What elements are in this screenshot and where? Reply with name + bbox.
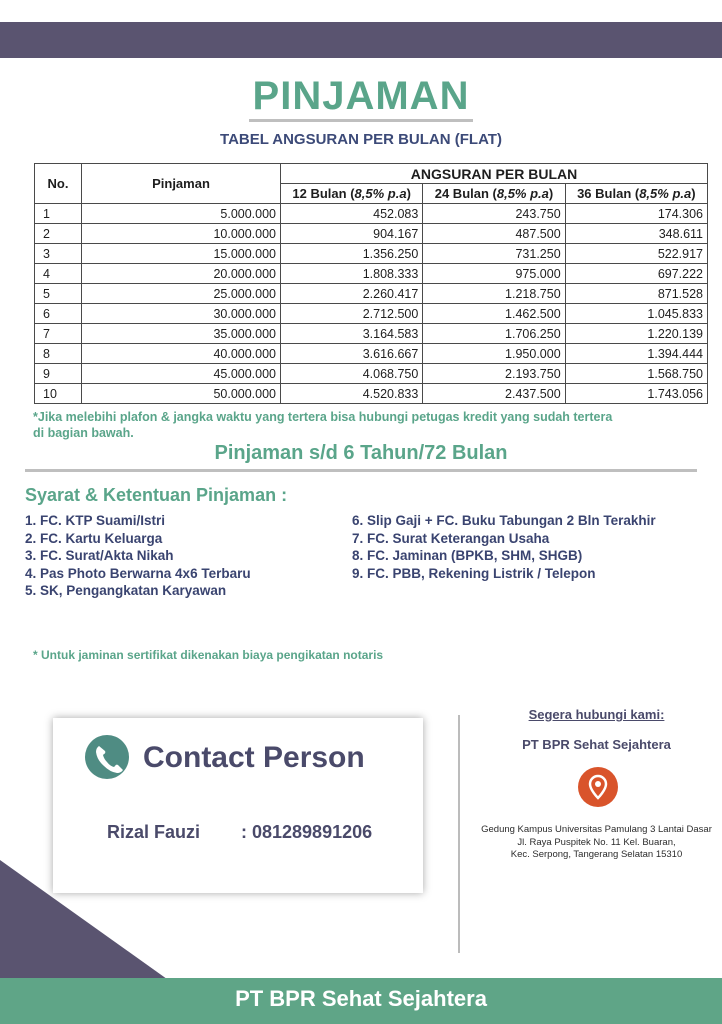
- installment-36: 522.917: [565, 244, 707, 264]
- installment-36: 697.222: [565, 264, 707, 284]
- installment-12: 2.260.417: [281, 284, 423, 304]
- table-row: [35, 384, 708, 404]
- installment-24: 975.000: [423, 264, 565, 284]
- requirement-item: 6. Slip Gaji + FC. Buku Tabungan 2 Bln Terakhir: [352, 513, 656, 528]
- plafon-note: *Jika melebihi plafon & jangka waktu yang tertera bisa hubungi petugas kredit yang sudah tertera di bagian bawah.: [33, 410, 613, 440]
- row-number: 5: [35, 284, 82, 304]
- table-subtitle: TABEL ANGSURAN PER BULAN (FLAT): [220, 131, 502, 148]
- row-number: 8: [35, 344, 82, 364]
- installment-12: 4.520.833: [281, 384, 423, 404]
- loan-amount: 40.000.000: [82, 344, 281, 364]
- installment-24: 1.706.250: [423, 324, 565, 344]
- table-row: [35, 204, 708, 224]
- contact-phone[interactable]: : 081289891206: [241, 822, 373, 842]
- installment-12: 3.164.583: [281, 324, 423, 344]
- requirement-item: 1. FC. KTP Suami/Istri: [25, 513, 166, 528]
- installment-36: 1.394.444: [565, 344, 707, 364]
- requirement-item: 2. FC. Kartu Keluarga: [25, 530, 163, 546]
- table-row: [35, 224, 708, 244]
- page-title: PINJAMAN: [252, 74, 470, 118]
- installment-36: 1.743.056: [565, 384, 707, 404]
- requirements-left: [25, 512, 251, 600]
- installment-12: 904.167: [281, 224, 423, 244]
- footer-company-name: PT BPR Sehat Sejahtera: [235, 986, 487, 1011]
- installment-24: 1.950.000: [423, 344, 565, 364]
- row-number: 3: [35, 244, 82, 264]
- address-line: Jl. Raya Puspitek No. 11 Kel. Buaran,: [517, 836, 676, 848]
- tenor-heading: Pinjaman s/d 6 Tahun/72 Bulan: [214, 442, 508, 464]
- loan-amount: 15.000.000: [82, 244, 281, 264]
- requirement-item: 9. FC. PBB, Rekening Listrik / Telepon: [352, 565, 596, 581]
- requirements-right: [352, 512, 656, 582]
- tenor-divider: [25, 469, 697, 472]
- installment-24: 487.500: [423, 224, 565, 244]
- title-divider: [249, 119, 473, 122]
- row-number: 6: [35, 304, 82, 324]
- installment-24: 1.462.500: [423, 304, 565, 324]
- contact-cta: Segera hubungi kami:: [528, 707, 665, 722]
- col-header-36: 36 Bulan (8,5% p.a): [565, 184, 707, 204]
- table-row: [35, 284, 708, 304]
- installment-12: 3.616.667: [281, 344, 423, 364]
- row-number: 1: [35, 204, 82, 224]
- table-row: [35, 324, 708, 344]
- company-address: [464, 824, 722, 862]
- row-number: 10: [35, 384, 82, 404]
- col-header-no: No.: [35, 164, 82, 204]
- installment-24: 243.750: [423, 204, 565, 224]
- installment-table: [34, 163, 708, 404]
- address-line: Kec. Serpong, Tangerang Selatan 15310: [510, 849, 683, 860]
- installment-36: 1.220.139: [565, 324, 707, 344]
- loan-amount: 5.000.000: [82, 204, 281, 224]
- table-row: [35, 244, 708, 264]
- location-pin-icon: [578, 767, 618, 807]
- loan-amount: 35.000.000: [82, 324, 281, 344]
- row-number: 2: [35, 224, 82, 244]
- contact-name: Rizal Fauzi: [107, 822, 201, 842]
- installment-36: 871.528: [565, 284, 707, 304]
- table-row: [35, 264, 708, 284]
- installment-36: 1.568.750: [565, 364, 707, 384]
- installment-36: 174.306: [565, 204, 707, 224]
- installment-24: 1.218.750: [423, 284, 565, 304]
- installment-12: 1.808.333: [281, 264, 423, 284]
- table-row: [35, 364, 708, 384]
- requirement-item: 4. Pas Photo Berwarna 4x6 Terbaru: [25, 565, 251, 581]
- installment-12: 1.356.250: [281, 244, 423, 264]
- installment-24: 2.437.500: [423, 384, 565, 404]
- loan-amount: 30.000.000: [82, 304, 281, 324]
- requirement-item: 8. FC. Jaminan (BPKB, SHM, SHGB): [352, 548, 583, 563]
- requirement-item: 5. SK, Pengangkatan Karyawan: [25, 583, 227, 598]
- loan-amount: 50.000.000: [82, 384, 281, 404]
- col-header-pinjaman: Pinjaman: [82, 164, 281, 204]
- requirement-item: 3. FC. Surat/Akta Nikah: [25, 548, 174, 563]
- col-header-12: 12 Bulan (8,5% p.a): [281, 184, 423, 204]
- table-row: [35, 344, 708, 364]
- requirement-item: 7. FC. Surat Keterangan Usaha: [352, 530, 550, 546]
- address-line: Gedung Kampus Universitas Pamulang 3 Lantai Dasar: [481, 824, 712, 835]
- col-group-header: ANGSURAN PER BULAN: [281, 164, 708, 184]
- row-number: 4: [35, 264, 82, 284]
- loan-amount: 45.000.000: [82, 364, 281, 384]
- table-row: [35, 304, 708, 324]
- company-name-small: PT BPR Sehat Sejahtera: [522, 737, 671, 752]
- installment-12: 452.083: [281, 204, 423, 224]
- installment-24: 2.193.750: [423, 364, 565, 384]
- guarantee-note: * Untuk jaminan sertifikat dikenakan biaya pengikatan notaris: [33, 648, 384, 662]
- loan-amount: 20.000.000: [82, 264, 281, 284]
- contact-person-title: Contact Person: [143, 741, 365, 774]
- row-number: 7: [35, 324, 82, 344]
- phone-icon: [85, 735, 129, 779]
- col-header-24: 24 Bulan (8,5% p.a): [423, 184, 565, 204]
- loan-amount: 25.000.000: [82, 284, 281, 304]
- vertical-divider: [458, 715, 460, 953]
- installment-24: 731.250: [423, 244, 565, 264]
- requirements-title: Syarat & Ketentuan Pinjaman :: [25, 485, 288, 505]
- installment-12: 4.068.750: [281, 364, 423, 384]
- installment-12: 2.712.500: [281, 304, 423, 324]
- top-banner: [0, 22, 722, 58]
- loan-amount: 10.000.000: [82, 224, 281, 244]
- installment-36: 1.045.833: [565, 304, 707, 324]
- installment-36: 348.611: [565, 224, 707, 244]
- row-number: 9: [35, 364, 82, 384]
